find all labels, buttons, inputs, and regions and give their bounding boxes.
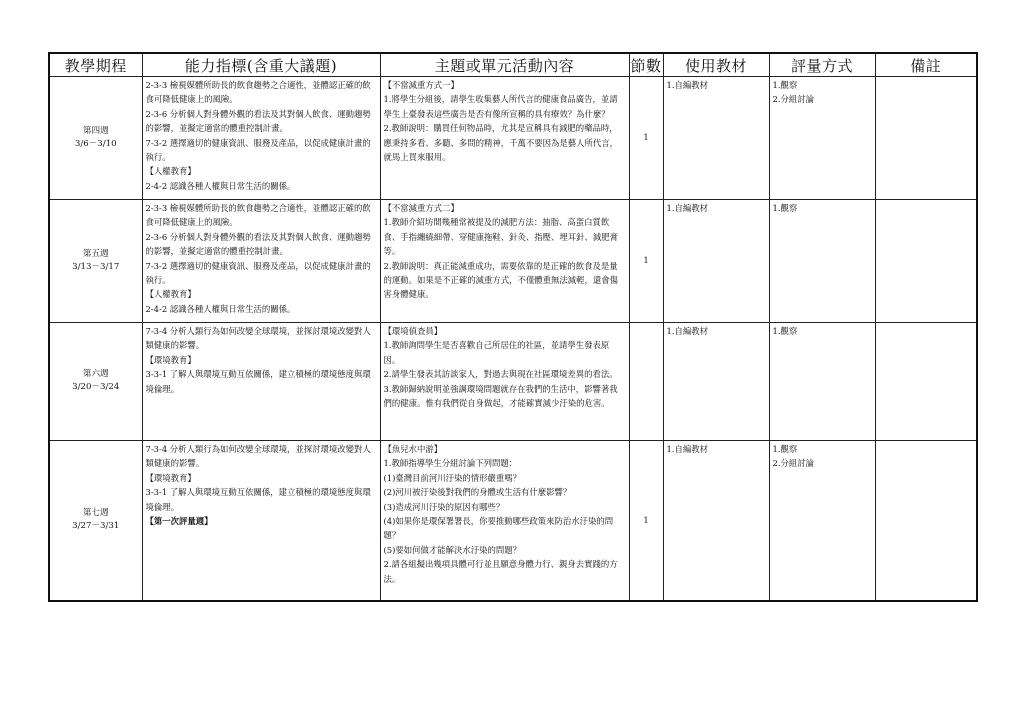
- week-cell: [49, 323, 142, 441]
- week-dates: 3/13－3/17: [72, 261, 120, 272]
- periods-cell: [629, 323, 663, 441]
- week-cell: [49, 77, 142, 200]
- table-header-row: [49, 53, 977, 77]
- indicators-cell: [142, 441, 380, 601]
- header-notes: 備註: [875, 53, 977, 77]
- periods-cell: 1: [629, 441, 663, 601]
- content-line: (4)如果你是環保署署長，你要推動哪些政策來防治水汙染的問題？: [383, 516, 614, 541]
- content-line: 1.教師指導學生分組討論下列問題：: [383, 458, 518, 469]
- content-cell: [380, 77, 629, 200]
- indicator-line: 3-3-1 了解人與環境互動互依關係，建立積極的環境態度與環境倫理。: [145, 487, 371, 512]
- materials-cell: 1.自編教材: [663, 441, 769, 601]
- content-line: (5)要如何做才能解決水汙染的問題？: [383, 544, 521, 555]
- content-line: (3)造成河川汙染的原因有哪些？: [383, 501, 505, 512]
- indicator-line: 2-3-3 檢視媒體所助長的飲食趨勢之合適性，並體認正確的飲食可降低健康上的風險。: [145, 80, 371, 105]
- assessment-line: 1.觀察: [772, 203, 798, 213]
- week-dates: 3/20－3/24: [72, 382, 120, 392]
- indicators-cell: [142, 200, 380, 323]
- indicators-cell: [142, 77, 380, 200]
- assessment-line: 2.分組討論: [772, 94, 814, 105]
- indicator-line: 【環境教育】: [145, 354, 196, 365]
- header-period: 教學期程: [49, 53, 142, 77]
- indicator-line: 2-4-2 認識各種人權與日常生活的關係。: [145, 303, 296, 314]
- content-line: 1.教師介紹坊間幾種常被提及的減肥方法：抽脂、高蛋白質飲食、手指纏繞細帶、穿健康拖鞋、針灸、指壓、埋耳針、減肥膏等。: [383, 217, 618, 257]
- week-cell: [49, 441, 142, 601]
- table-row: [49, 77, 977, 200]
- week-cell: [49, 200, 142, 323]
- indicator-line: 2-3-3 檢視媒體所助長的飲食趨勢之合適性，並體認正確的飲食可降低健康上的風險。: [145, 203, 371, 228]
- indicator-line: 2-4-2 認識各種人權與日常生活的關係。: [145, 180, 296, 191]
- notes-cell: [875, 441, 977, 601]
- header-materials: 使用教材: [663, 53, 769, 77]
- content-line: 【魚兒水中游】: [383, 444, 443, 454]
- indicator-line: 7-3-2 選擇適切的健康資訊、服務及產品，以促成健康計畫的執行。: [145, 137, 371, 163]
- indicator-line: 【環境教育】: [145, 472, 196, 483]
- content-cell: [380, 323, 629, 441]
- indicator-line: 【人權教育】: [145, 289, 196, 300]
- content-line: 2.請學生發表其訪談家人，對過去與現在社區環境差異的看法。: [383, 369, 618, 380]
- content-cell: [380, 441, 629, 601]
- table-body: [49, 77, 977, 601]
- materials-cell: 1.自編教材: [663, 77, 769, 200]
- content-line: 【環境偵查員】: [383, 326, 443, 336]
- lesson-plan-table: [48, 52, 978, 602]
- indicator-line: 【人權教育】: [145, 166, 196, 177]
- header-periods: 節數: [629, 53, 663, 77]
- content-line: 3.教師歸納說明並強調環境問題就存在我們的生活中，影響著我們的健康。惟有我們從自身做起，才能確實減少汙染的危害。: [383, 383, 618, 409]
- table-row: [49, 200, 977, 323]
- table-row: [49, 441, 977, 601]
- schedule-sheet: [48, 52, 976, 602]
- week-label: 第六週: [82, 369, 109, 379]
- header-assessment: 評量方式: [769, 53, 875, 77]
- indicator-line: 7-3-2 選擇適切的健康資訊、服務及產品，以促成健康計畫的執行。: [145, 260, 371, 286]
- assessment-line: 1.觀察: [772, 444, 798, 454]
- periods-cell: 1: [629, 77, 663, 200]
- week-label: 第五週: [82, 248, 109, 259]
- materials-cell: 1.自編教材: [663, 200, 769, 323]
- assessment-line: 1.觀察: [772, 80, 798, 90]
- header-indicators: 能力指標(含重大議題): [142, 53, 380, 77]
- week-label: 第四週: [82, 125, 109, 136]
- content-line: 【不當減重方式二】: [383, 203, 459, 213]
- assessment-line: 2.分組討論: [772, 458, 814, 469]
- indicator-line: 2-3-6 分析個人對身體外觀的看法及其對個人飲食、運動趨勢的影響，並擬定適當的體重控制計畫。: [145, 108, 371, 134]
- periods-cell: 1: [629, 200, 663, 323]
- content-line: 1.教師詢問學生是否喜歡自己所居住的社區，並請學生發表原因。: [383, 340, 610, 365]
- materials-cell: 1.自編教材: [663, 323, 769, 441]
- week-label: 第七週: [82, 507, 109, 518]
- assessment-cell: [769, 323, 875, 441]
- week-dates: 3/27－3/31: [72, 520, 120, 531]
- notes-cell: [875, 200, 977, 323]
- indicator-line: 3-3-1 了解人與環境互動互依關係，建立積極的環境態度與環境倫理。: [145, 369, 371, 394]
- content-cell: [380, 200, 629, 323]
- content-line: 2.教師說明：真正能減重成功，需要依靠的是正確的飲食及是量的運動。如果是不正確的減重方式，不僅體重無法減輕，還會傷害身體健康。: [383, 260, 618, 300]
- indicator-line: 7-3-4 分析人類行為如何改變全球環境，並探討環境改變對人類健康的影響。: [145, 326, 371, 351]
- assessment-cell: [769, 200, 875, 323]
- content-line: (2)河川被汙染後對我們的身體或生活有什麼影響？: [383, 487, 572, 498]
- notes-cell: [875, 323, 977, 441]
- indicators-cell: [142, 323, 380, 441]
- content-line: 【不當減重方式一】: [383, 80, 459, 90]
- assessment-cell: [769, 441, 875, 601]
- indicator-line: 【第一次評量週】: [145, 516, 213, 527]
- content-line: (1)臺灣目前河川汙染的情形嚴重嗎？: [383, 472, 521, 483]
- table-row: [49, 323, 977, 441]
- content-line: 1.將學生分組後，請學生收集藝人所代言的健康食品廣告，並請學生上臺發表這些廣告是否有像所宣稱的具有療效？為什麼？: [383, 94, 618, 119]
- content-line: 2.教師說明：購買任何物品時，尤其是宣稱具有減肥的藥品時，應秉持多看、多聽、多問的精神，千萬不要因為是藝人所代言，就馬上買來服用。: [383, 123, 618, 163]
- indicator-line: 7-3-4 分析人類行為如何改變全球環境，並探討環境改變對人類健康的影響。: [145, 444, 371, 469]
- notes-cell: [875, 77, 977, 200]
- content-line: 2.請各組擬出幾項具體可行並且願意身體力行、親身去實踐的方法。: [383, 559, 618, 584]
- week-dates: 3/6－3/10: [74, 138, 117, 149]
- assessment-cell: [769, 77, 875, 200]
- indicator-line: 2-3-6 分析個人對身體外觀的看法及其對個人飲食、運動趨勢的影響，並擬定適當的體重控制計畫。: [145, 231, 371, 257]
- assessment-line: 1.觀察: [772, 326, 798, 336]
- header-content: 主題或單元活動內容: [380, 53, 629, 77]
